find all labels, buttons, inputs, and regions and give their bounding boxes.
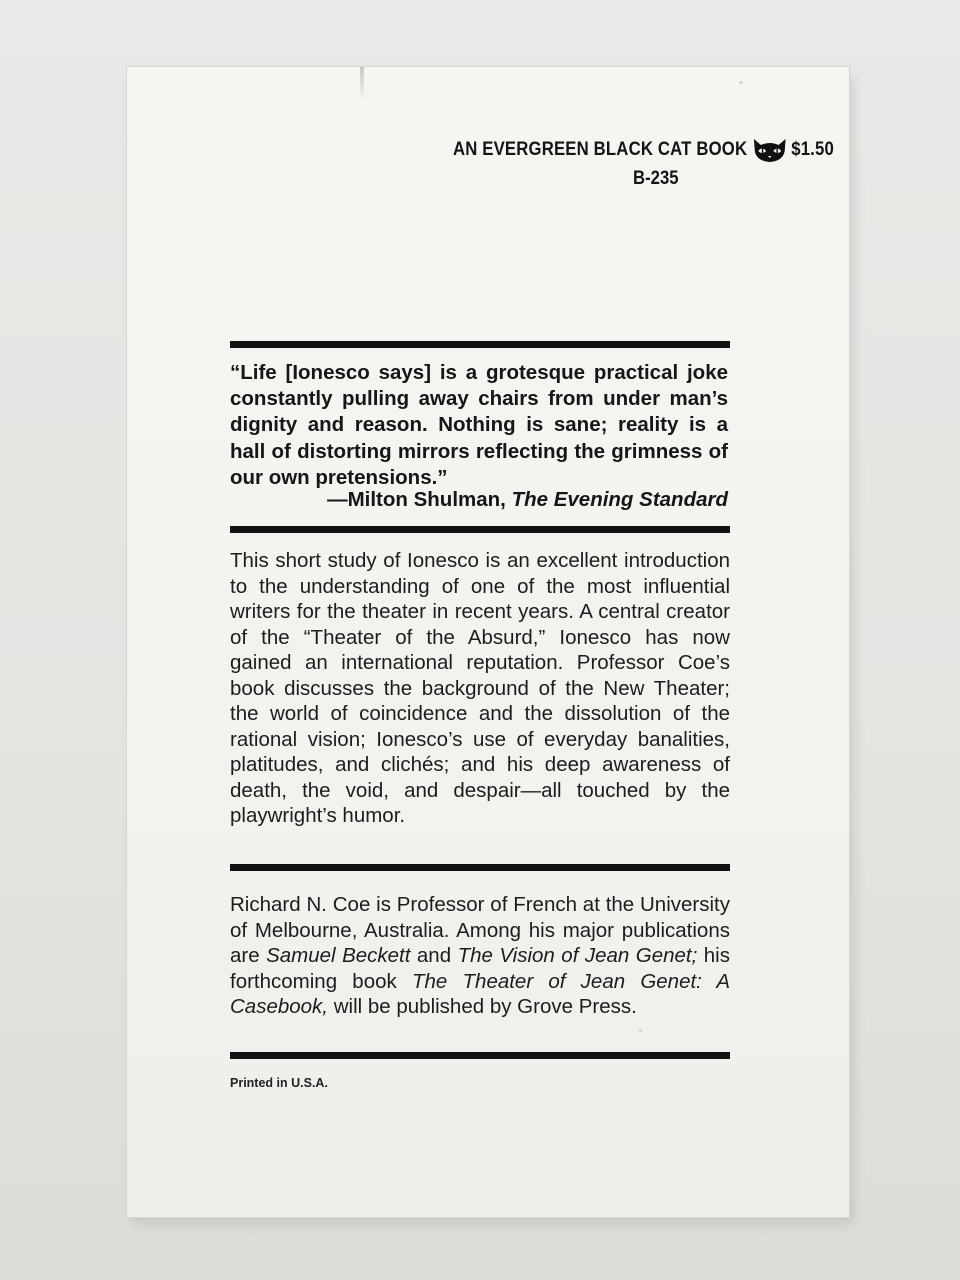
review-quote: “Life [Ionesco says] is a grotesque practical joke constantly pulling away chairs from under man’s dignity and reason. Nothing is sane; reality is a hall of distorting mirrors reflecting the grimness of our own pretensions.”	[230, 361, 728, 489]
price: $1.50	[791, 139, 834, 160]
catalog-number: B-235	[633, 168, 679, 189]
bio-text-part: his forthcoming book	[230, 944, 730, 993]
bio-book-title: The Vision of Jean Genet;	[457, 944, 698, 967]
divider-rule	[230, 1052, 730, 1059]
divider-rule	[230, 341, 730, 348]
bio-text-part: and	[410, 944, 458, 967]
book-description: This short study of Ionesco is an excellent introduction to the understanding of one of the most influential writers for the theater in recent years. A central creator of the “Theater of the Absurd,” Ionesco has now gained an international reputation. Professor Coe’s book discusses the background of the New Theater; the world of coincidence and the dissolution of the rational vision; Ionesco’s use of everyday banalities, platitudes, and clichés; and his deep awareness of death, the void, and despair—all touched by the playwright’s humor.	[230, 549, 730, 827]
bio-text-part: will be published by Grove Press.	[328, 995, 637, 1018]
black-cat-icon	[752, 136, 789, 164]
bio-book-title: Samuel Beckett	[266, 944, 411, 967]
divider-rule	[230, 864, 730, 871]
paper-speck	[739, 81, 743, 84]
quote-attribution	[327, 488, 728, 512]
attribution-source: The Evening Standard	[511, 488, 728, 511]
divider-rule	[230, 526, 730, 533]
series-name: AN EVERGREEN BLACK CAT BOOK	[453, 139, 748, 160]
bio-book-title: The Theater of Jean Genet: A Casebook,	[230, 969, 730, 1018]
cover-crease	[360, 67, 364, 101]
series-header	[453, 136, 834, 164]
paper-speck	[639, 1029, 642, 1032]
author-bio	[230, 892, 730, 1020]
bio-text-part: Richard N. Coe is Professor of French at the University of Melbourne, Australia. Among his major publications are	[230, 893, 730, 967]
attribution-name: —Milton Shulman,	[327, 488, 512, 511]
printed-in-notice: Printed in U.S.A.	[230, 1076, 328, 1090]
